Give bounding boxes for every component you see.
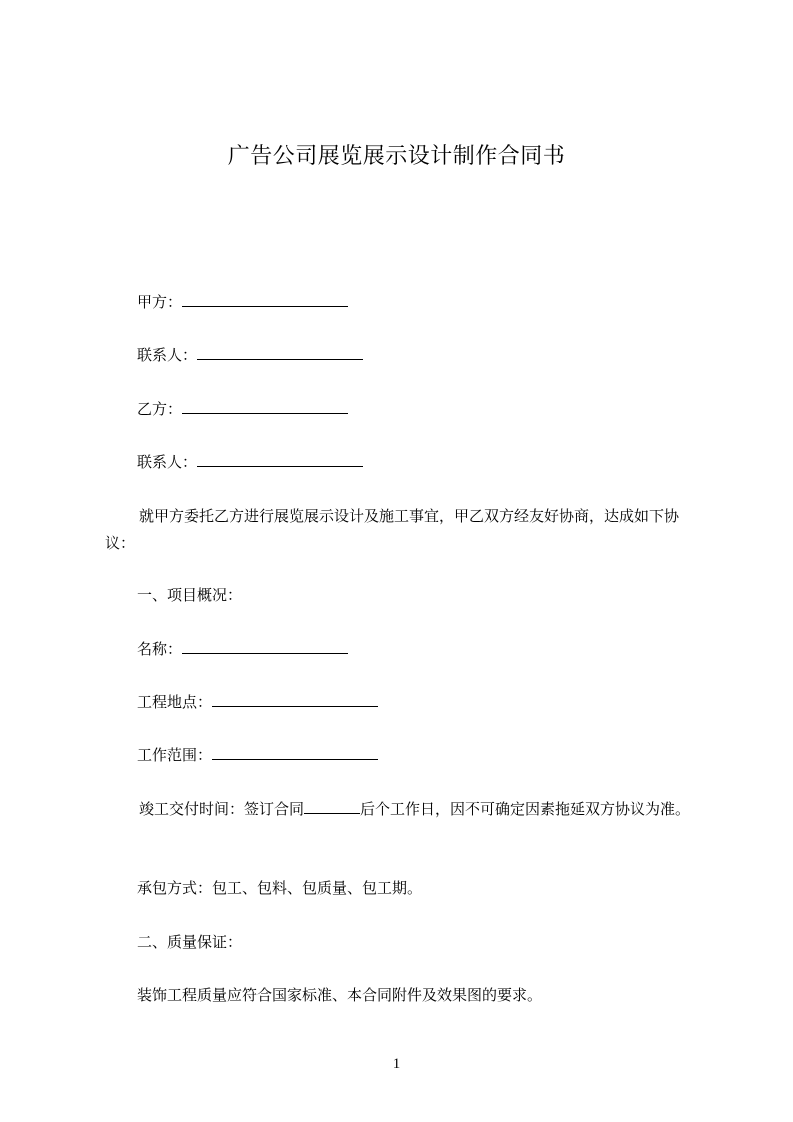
party-a-line [137,292,348,312]
location-line [137,692,378,712]
completion-days-blank [304,800,360,814]
contact-a-blank [197,346,363,360]
completion-text-2: 后个工作日，因不可确定因素拖延双方协议为准。 [360,800,691,818]
name-line [137,639,348,659]
scope-blank [212,746,378,760]
completion-paragraph [105,796,705,823]
section2-heading: 二、质量保证： [137,933,243,951]
contact-a-line [137,345,363,365]
location-blank [212,693,378,707]
scope-label: 工作范围： [137,746,213,764]
document-title: 广告公司展览展示设计制作合同书 [227,144,566,169]
contact-b-blank [197,453,363,467]
section1-heading: 一、项目概况： [137,586,243,604]
contact-a-label: 联系人： [137,346,198,364]
contract-method-line: 承包方式：包工、包料、包质量、包工期。 [137,879,423,897]
page-number: 1 [392,1056,401,1072]
party-a-blank [182,293,348,307]
contact-b-line [137,452,363,472]
party-b-label: 乙方： [137,400,183,418]
location-label: 工程地点： [137,693,213,711]
name-blank [182,640,348,654]
scope-line [137,745,378,765]
party-b-line [137,399,348,419]
party-b-blank [182,400,348,414]
party-a-label: 甲方： [137,293,183,311]
intro-paragraph: 就甲方委托乙方进行展览展示设计及施工事宜，甲乙双方经友好协商，达成如下协议： [105,507,680,552]
quality-requirement: 装饰工程质量应符合国家标准、本合同附件及效果图的要求。 [137,986,543,1004]
name-label: 名称： [137,640,183,658]
completion-text-1: 竣工交付时间：签订合同 [139,800,305,818]
contact-b-label: 联系人： [137,453,198,471]
